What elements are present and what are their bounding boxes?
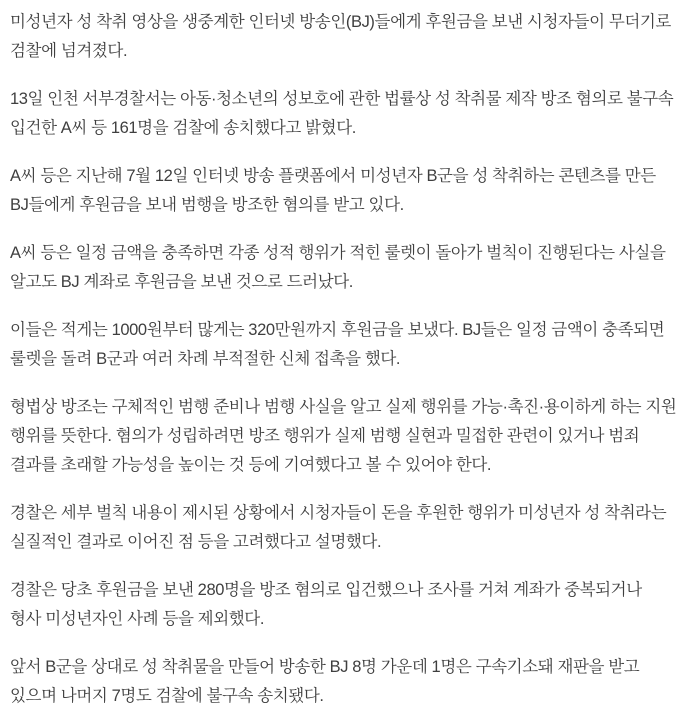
paragraph: 형법상 방조는 구체적인 범행 준비나 범행 사실을 알고 실제 행위를 가능·촉진·용이하게 하는 지원 행위를 뜻한다. 혐의가 성립하려면 방조 행위가 실제 범행 실현과 밀접한 관련이 있거나 범죄 결과를 초래할 가능성을 높이는 것 등에 기여했다고 볼 수 있어야 한다. (10, 398, 677, 474)
paragraph: A씨 등은 일정 금액을 충족하면 각종 성적 행위가 적힌 룰렛이 돌아가 벌칙이 진행된다는 사실을 알고도 BJ 계좌로 후원금을 보낸 것으로 드러났다. (10, 244, 666, 291)
paragraph: 경찰은 세부 벌칙 내용이 제시된 상황에서 시청자들이 돈을 후원한 행위가 미성년자 성 착취라는 실질적인 결과로 이어진 점 등을 고려했다고 설명했다. (10, 504, 667, 551)
paragraph: A씨 등은 지난해 7월 12일 인터넷 방송 플랫폼에서 미성년자 B군을 성 착취하는 콘텐츠를 만든 BJ들에게 후원금을 보내 범행을 방조한 혐의를 받고 있다. (10, 167, 656, 214)
paragraph: 앞서 B군을 상대로 성 착취물을 만들어 방송한 BJ 8명 가운데 1명은 구속기소돼 재판을 받고 있으며 나머지 7명도 검찰에 불구속 송치됐다. (10, 658, 640, 705)
paragraph: 경찰은 당초 후원금을 보낸 280명을 방조 혐의로 입건했으나 조사를 거쳐 계좌가 중복되거나 형사 미성년자인 사례 등을 제외했다. (10, 581, 642, 628)
paragraph: 이들은 적게는 1000원부터 많게는 320만원까지 후원금을 보냈다. BJ들은 일정 금액이 충족되면 룰렛을 돌려 B군과 여러 차례 부적절한 신체 접촉을 했다. (10, 321, 665, 368)
paragraph-lead: 미성년자 성 착취 영상을 생중계한 인터넷 방송인(BJ)들에게 후원금을 보낸 시청자들이 무더기로 검찰에 넘겨졌다. (10, 13, 671, 60)
paragraph: 13일 인천 서부경찰서는 아동·청소년의 성보호에 관한 법률상 성 착취물 제작 방조 혐의로 불구속 입건한 A씨 등 161명을 검찰에 송치했다고 밝혔다. (10, 90, 674, 137)
